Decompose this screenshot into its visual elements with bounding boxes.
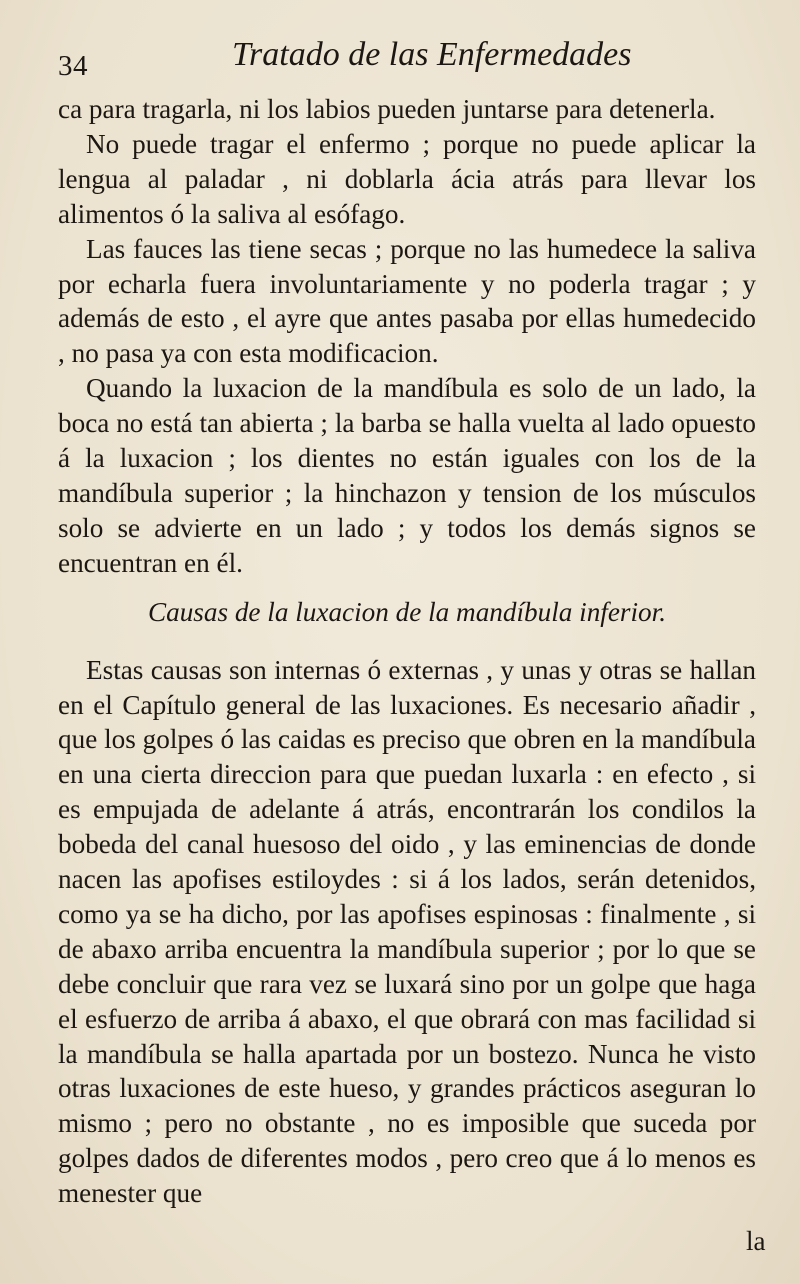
paragraph-continuation: ca para tragarla, ni los labios pueden juntarse para detenerla.	[58, 94, 716, 124]
running-title: Tratado de las Enfermedades	[232, 36, 632, 73]
page-number: 34	[58, 50, 88, 82]
running-head	[58, 36, 756, 86]
body-text	[58, 92, 756, 1211]
paragraph-fauces: Las fauces las tiene secas ; porque no las humedece la saliva por echarla fuera involuntariamente y no poderla tragar ; y además de esto , el ayre que antes pasaba por ellas humedecido , no pasa ya con esta modificacion.	[58, 233, 756, 369]
catchword: la	[746, 1226, 766, 1256]
paragraph-one-side-luxation: Quando la luxacion de la mandíbula es solo de un lado, la boca no está tan abierta ; la barba se halla vuelta al lado opuesto á la luxacion ; los dientes no están iguales con los de la mandíbula superior ; la hinchazon y tension de los músculos solo se advierte en un lado ; y todos los demás signos se encuentran en él.	[58, 373, 756, 578]
section-heading: Causas de la luxacion de la mandíbula inferior.	[147, 596, 667, 627]
paragraph-swallowing: No puede tragar el enfermo ; porque no puede aplicar la lengua al paladar , ni doblarla ácia atrás para llevar los alimentos ó la saliva al esófago.	[58, 128, 756, 229]
paragraph-causes: Estas causas son internas ó externas , y unas y otras se hallan en el Capítulo general de las luxaciones. Es necesario añadir , que los golpes ó las caidas es preciso que obren en la mandíbula en una cierta direccion para que puedan luxarla : en efecto , si es empujada de adelante á atrás, encontrarán los condilos la bobeda del canal huesoso del oido , y las eminencias de donde nacen las apofises estiloydes : si á los lados, serán detenidos, como ya se ha dicho, por las apofises espinosas : finalmente , si de abaxo arriba encuentra la mandíbula superior ; por lo que se debe concluir que rara vez se luxará sino por un golpe que haga el esfuerzo de arriba á abaxo, el que obrará con mas facilidad si la mandíbula se halla apartada por un bostezo. Nunca he visto otras luxaciones de este hueso, y grandes prácticos aseguran lo mismo ; pero no obstante , no es imposible que suceda por golpes dados de diferentes modos , pero creo que á lo menos es menester que	[58, 654, 756, 1209]
